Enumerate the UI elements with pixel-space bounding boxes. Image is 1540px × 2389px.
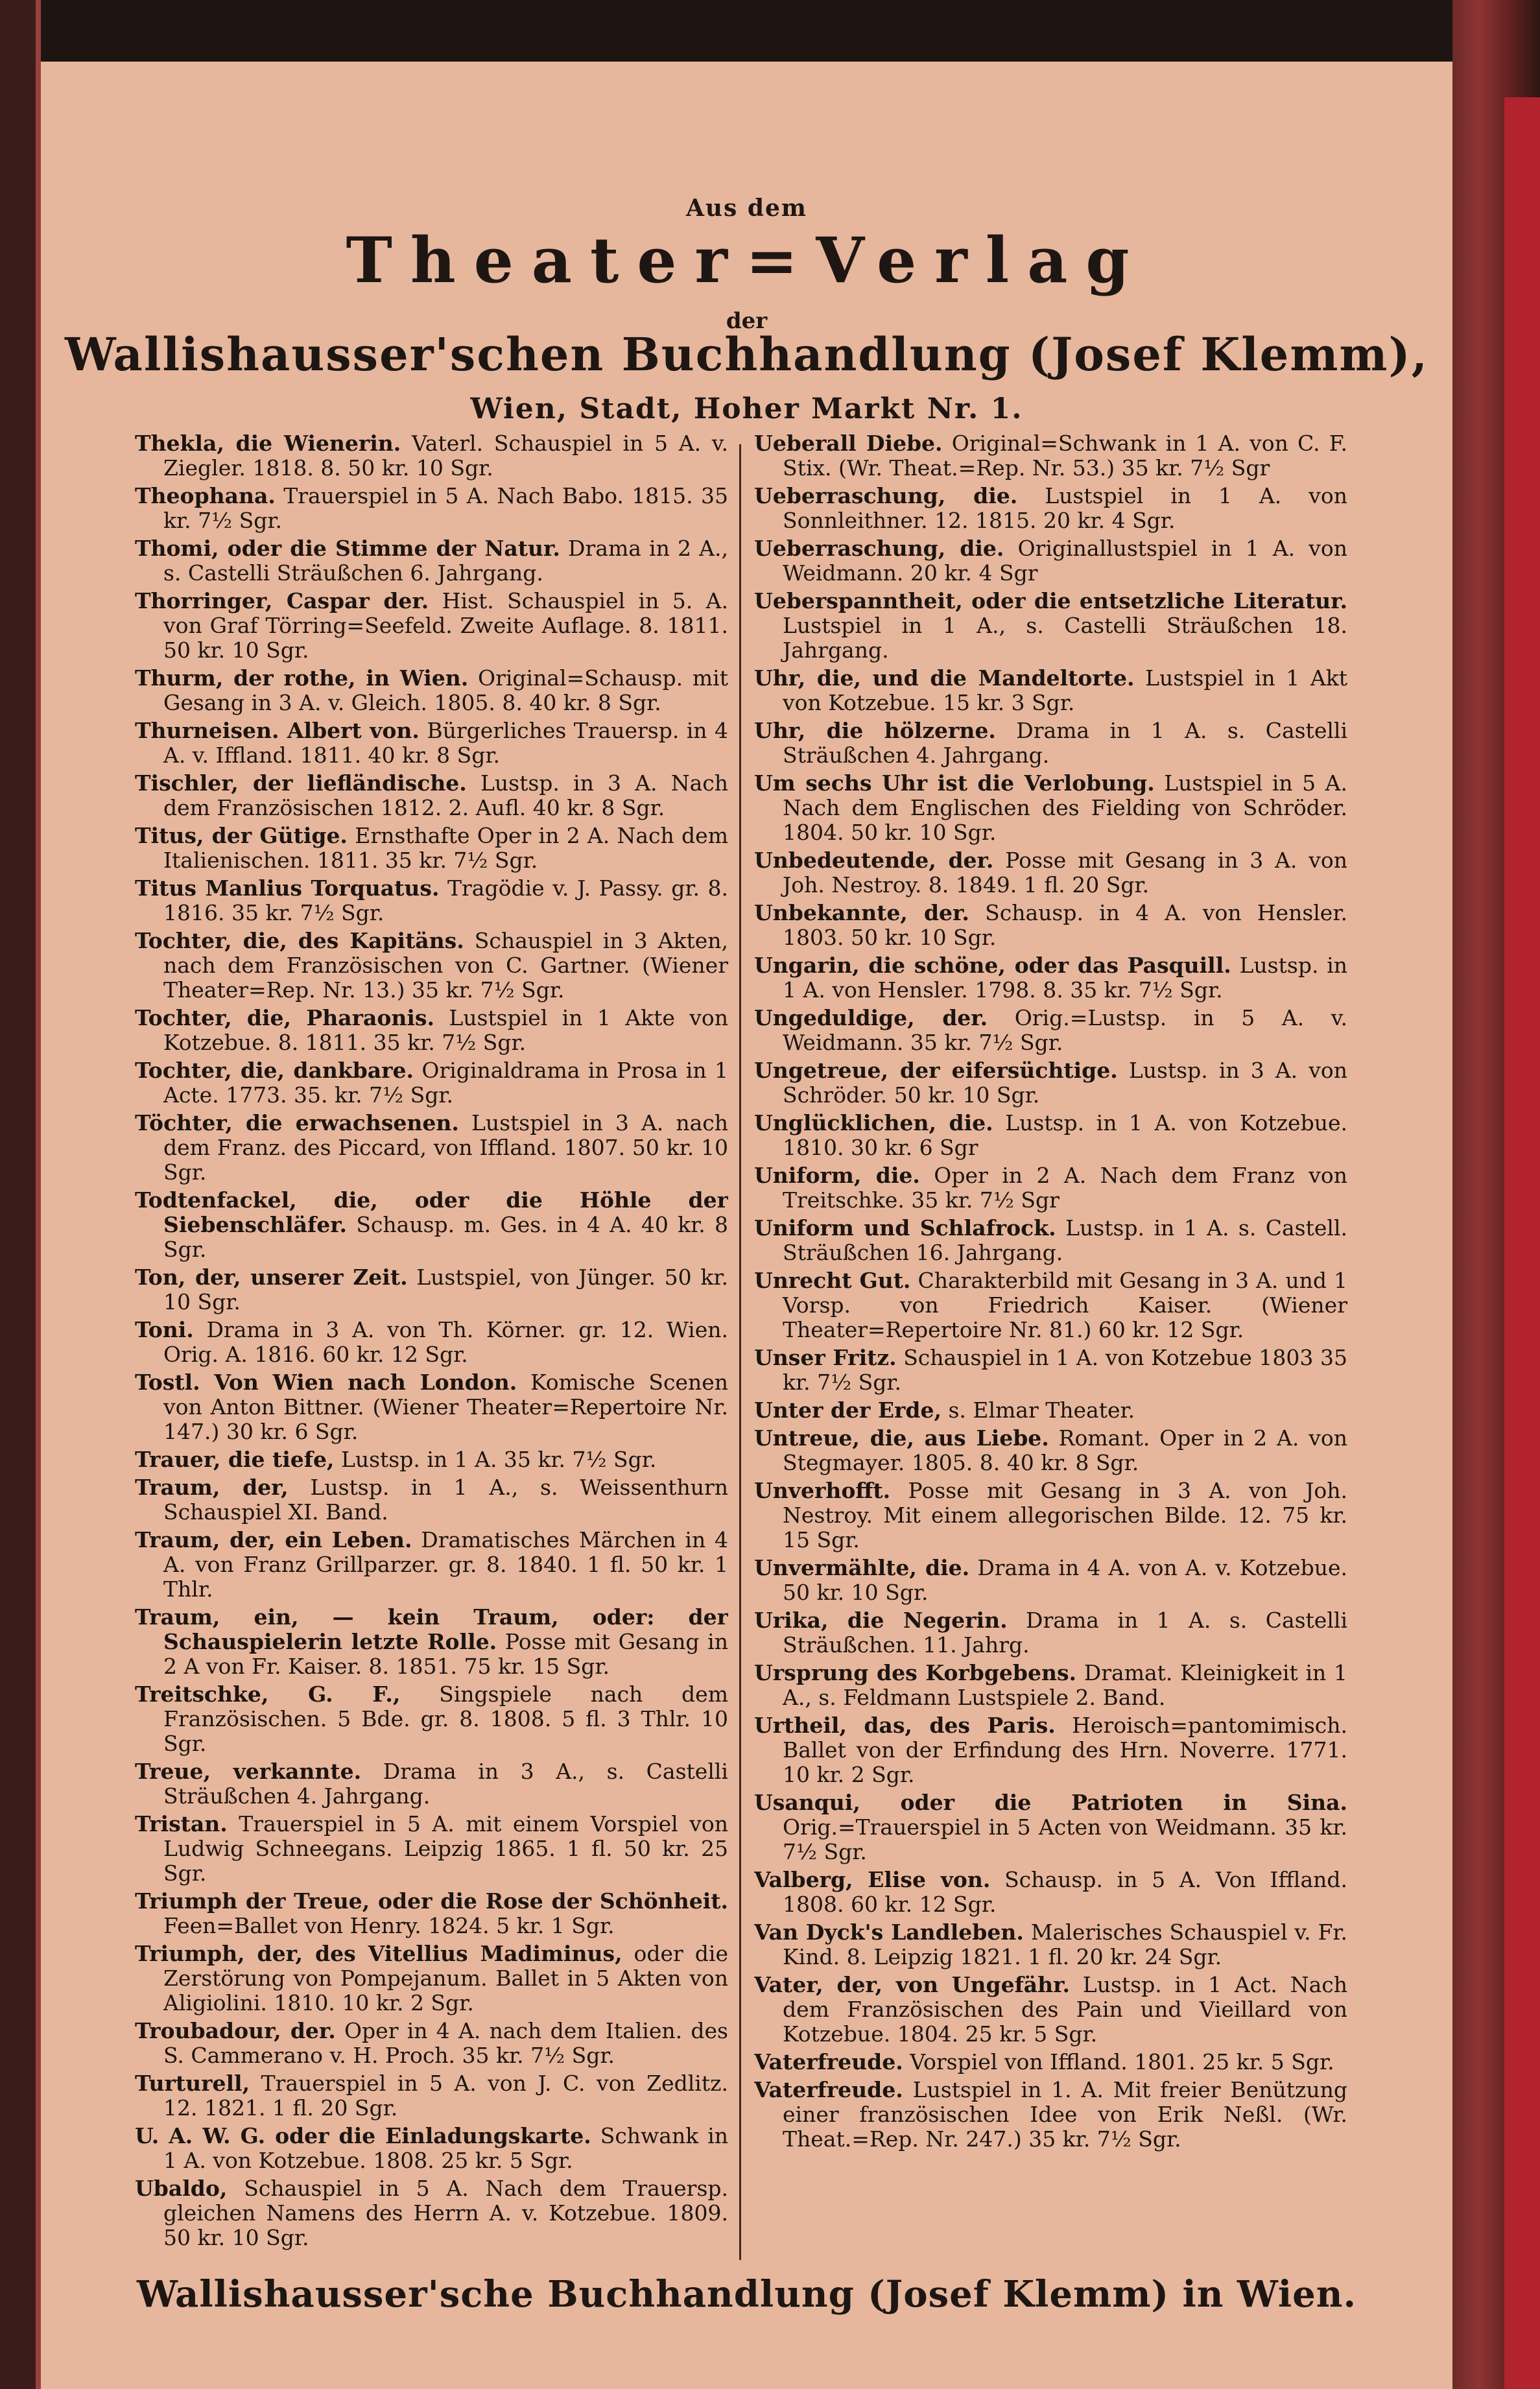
entry-title: Unrecht Gut. xyxy=(754,1268,911,1293)
entry-title: Trauer, die tiefe, xyxy=(135,1447,335,1472)
entry-title: Triumph der Treue, oder die Rose der Schönheit. xyxy=(135,1888,728,1914)
publisher-address: Wien, Stadt, Hoher Markt Nr. 1. xyxy=(470,392,1023,425)
entry-description: Lustsp. in 3 A. Nach dem Französischen 1812. 2. Aufl. 40 kr. 8 Sgr. xyxy=(163,770,728,820)
entry-description: Lustspiel in 1 Akt von Kotzebue. 15 kr. 3 Sgr. xyxy=(783,665,1347,715)
right-column xyxy=(754,431,1347,2257)
header-aus-dem: Aus dem xyxy=(685,195,808,222)
entry-title: Treitschke, G. F., xyxy=(135,1682,401,1707)
catalog-entry xyxy=(135,666,728,715)
entry-description: Hist. Schauspiel in 5. A. von Graf Törring=Seefeld. Zweite Auflage. 8. 1811. 50 kr. 10 Sgr. xyxy=(163,588,728,663)
entry-title: Unvermählte, die. xyxy=(754,1555,970,1580)
entry-description: Lustsp. in 1 Act. Nach dem Französischen des Pain und Vieillard von Kotzebue. 1804. 25 kr. 5 Sgr. xyxy=(783,1972,1347,2047)
entry-description: Vorspiel von Iffland. 1801. 25 kr. 5 Sgr. xyxy=(910,2049,1334,2074)
catalog-entry xyxy=(135,589,728,663)
entry-description: Heroisch=pantomimisch. Ballet von der Erfindung des Hrn. Noverre. 1771. 10 kr. 2 Sgr. xyxy=(783,1713,1347,1787)
entry-description: Vaterl. Schauspiel in 5 A. v. Ziegler. 1818. 8. 50 kr. 10 Sgr. xyxy=(163,431,728,481)
entry-title: Töchter, die erwachsenen. xyxy=(135,1110,459,1135)
entry-description: Lustspiel in 1. A. Mit freier Benützung einer französischen Idee von Erik Neßl. (Wr. Theat.=Rep. Nr. 247.) 35 kr. 7½ Sgr. xyxy=(783,2077,1347,2152)
catalog-entry xyxy=(754,1556,1347,1605)
entry-description: Lustsp. in 1 A. von Hensler. 1798. 8. 35 kr. 7½ Sgr. xyxy=(783,953,1347,1003)
entry-description: Drama in 3 A., s. Castelli Sträußchen 4. Jahrgang. xyxy=(163,1759,728,1809)
entry-description: Drama in 2 A., s. Castelli Sträußchen 6. Jahrgang. xyxy=(163,536,728,586)
entry-description: Dramatisches Märchen in 4 A. von Franz Grillparzer. gr. 8. 1840. 1 fl. 50 kr. 1 Thlr. xyxy=(163,1527,728,1602)
catalog-entry xyxy=(135,1370,728,1444)
catalog-entry xyxy=(754,484,1347,533)
catalog-entry xyxy=(135,929,728,1003)
entry-description: Singspiele nach dem Französischen. 5 Bde. gr. 8. 1808. 5 fl. 3 Thlr. 10 Sgr. xyxy=(163,1682,728,1756)
entry-description: Schausp. in 5 A. Von Iffland. 1808. 60 kr. 12 Sgr. xyxy=(783,1867,1347,1917)
entry-title: Vaterfreude. xyxy=(754,2077,903,2102)
entry-description: Posse mit Gesang in 2 A von Fr. Kaiser. 8. 1851. 75 kr. 15 Sgr. xyxy=(163,1629,728,1679)
catalog-entry xyxy=(135,1889,728,1938)
catalog-entry xyxy=(135,1006,728,1055)
entry-title: Thekla, die Wienerin. xyxy=(135,431,401,456)
entry-description: Bürgerliches Trauersp. in 4 A. v. Iffland. 1811. 40 kr. 8 Sgr. xyxy=(163,718,728,768)
entry-title: Tochter, die, des Kapitäns. xyxy=(135,928,464,953)
entry-title: Urika, die Negerin. xyxy=(754,1608,1008,1633)
book-spine-left xyxy=(0,0,36,2389)
entry-title: Unser Fritz. xyxy=(754,1345,897,1370)
entry-description: Feen=Ballet von Henry. 1824. 5 kr. 1 Sgr. xyxy=(163,1913,615,1938)
entry-description: Romant. Oper in 2 A. von Stegmayer. 1805. 8. 40 kr. 8 Sgr. xyxy=(783,1425,1347,1475)
entry-title: Tochter, die, Pharaonis. xyxy=(135,1005,434,1030)
catalog-entry xyxy=(754,2078,1347,2152)
entry-description: Posse mit Gesang in 3 A. von Joh. Nestroy. Mit einem allegorischen Bilde. 12. 75 kr. 15 Sgr. xyxy=(783,1478,1347,1552)
entry-description: Lustsp. in 1 A. 35 kr. 7½ Sgr. xyxy=(340,1447,657,1472)
entry-title: Thorringer, Caspar der. xyxy=(135,588,429,613)
entry-title: Treue, verkannte. xyxy=(135,1759,362,1784)
entry-title: Thomi, oder die Stimme der Natur. xyxy=(135,536,560,561)
entry-title: Thurm, der rothe, in Wien. xyxy=(135,665,469,691)
page-edge-left xyxy=(36,0,41,2389)
catalog-page xyxy=(41,62,1452,2389)
catalog-entry xyxy=(135,1318,728,1367)
catalog-entry xyxy=(754,1216,1347,1265)
entry-description: Lustspiel, von Jünger. 50 kr. 10 Sgr. xyxy=(163,1265,728,1314)
entry-description: Oper in 4 A. nach dem Italien. des S. Cammerano v. H. Proch. 35 kr. 7½ Sgr. xyxy=(163,2018,728,2068)
entry-title: Ungarin, die schöne, oder das Pasquill. xyxy=(754,953,1231,978)
entry-description: Lustspiel in 1 Akte von Kotzebue. 8. 1811. 35 kr. 7½ Sgr. xyxy=(163,1005,728,1055)
catalog-entry xyxy=(135,824,728,873)
catalog-entry xyxy=(135,1528,728,1602)
entry-title: Vater, der, von Ungefähr. xyxy=(754,1972,1070,1997)
catalog-entry xyxy=(135,1812,728,1886)
entry-description: Lustsp. in 1 A., s. Weissenthurn Schauspiel XI. Band. xyxy=(163,1475,728,1525)
entry-description: s. Elmar Theater. xyxy=(948,1397,1135,1423)
entry-title: Uhr, die, und die Mandeltorte. xyxy=(754,665,1135,691)
catalog-entry xyxy=(754,666,1347,715)
catalog-entry xyxy=(754,1868,1347,1917)
catalog-entry xyxy=(754,1973,1347,2047)
entry-title: Ueberraschung, die. xyxy=(754,483,1018,508)
entry-title: Unbedeutende, der. xyxy=(754,848,994,873)
entry-description: Orig.=Lustsp. in 5 A. v. Weidmann. 35 kr. 7½ Sgr. xyxy=(783,1005,1347,1055)
column-divider xyxy=(739,444,741,2260)
entry-title: Ueberall Diebe. xyxy=(754,431,943,456)
publisher-footer: Wallishausser'sche Buchhandlung (Josef Klemm) in Wien. xyxy=(137,2273,1356,2316)
catalog-entry xyxy=(754,953,1347,1003)
catalog-entry xyxy=(135,1682,728,1756)
catalog-entry xyxy=(754,1661,1347,1710)
catalog-entry xyxy=(135,1605,728,1679)
entry-title: Toni. xyxy=(135,1317,194,1342)
entry-description: Orig.=Trauerspiel in 5 Acten von Weidmann. 35 kr. 7½ Sgr. xyxy=(783,1814,1347,1864)
left-column xyxy=(135,431,728,2257)
entry-description: Schauspiel in 5 A. Nach dem Trauersp. gleichen Namens des Herrn A. v. Kotzebue. 1809. 50 kr. 10 Sgr. xyxy=(163,2176,728,2250)
entry-description: Charakterbild mit Gesang in 3 A. und 1 Vorsp. von Friedrich Kaiser. (Wiener Theater=Repertoire Nr. 81.) 60 kr. 12 Sgr. xyxy=(783,1268,1347,1342)
entry-description: Drama in 1 A. s. Castelli Sträußchen 4. Jahrgang. xyxy=(783,718,1347,768)
entry-title: Traum, der, xyxy=(135,1475,289,1500)
entry-title: Ueberspanntheit, oder die entsetzliche Literatur. xyxy=(754,588,1347,613)
catalog-entry xyxy=(754,1713,1347,1787)
entry-title: Valberg, Elise von. xyxy=(754,1867,991,1892)
entry-title: Um sechs Uhr ist die Verlobung. xyxy=(754,770,1155,796)
entry-title: Theophana. xyxy=(135,483,276,508)
entry-title: Titus, der Gütige. xyxy=(135,823,348,848)
catalog-entry xyxy=(754,719,1347,768)
catalog-entry xyxy=(135,771,728,820)
entry-description: Schausp. m. Ges. in 4 A. 40 kr. 8 Sgr. xyxy=(163,1212,728,1262)
entry-description: Drama in 3 A. von Th. Körner. gr. 12. Wien. Orig. A. 1816. 60 kr. 12 Sgr. xyxy=(163,1317,728,1367)
catalog-entry xyxy=(754,1006,1347,1055)
catalog-entry xyxy=(754,589,1347,663)
entry-description: Malerisches Schauspiel v. Fr. Kind. 8. Leipzig 1821. 1 fl. 20 kr. 24 Sgr. xyxy=(783,1920,1347,1969)
catalog-entry xyxy=(135,1447,728,1472)
entry-title: Usanqui, oder die Patrioten in Sina. xyxy=(754,1790,1347,1815)
entry-description: Posse mit Gesang in 3 A. von Joh. Nestroy. 8. 1849. 1 fl. 20 Sgr. xyxy=(783,848,1347,897)
entry-description: Tragödie v. J. Passy. gr. 8. 1816. 35 kr. 7½ Sgr. xyxy=(163,875,728,925)
catalog-entry xyxy=(754,1111,1347,1160)
entry-description: Lustspiel in 1 A., s. Castelli Sträußchen 18. Jahrgang. xyxy=(783,613,1347,663)
entry-description: Original=Schausp. mit Gesang in 3 A. v. Gleich. 1805. 8. 40 kr. 8 Sgr. xyxy=(163,665,728,715)
catalog-entry xyxy=(135,719,728,768)
entry-title: Van Dyck's Landleben. xyxy=(754,1920,1024,1945)
entry-description: Schauspiel in 1 A. von Kotzebue 1803 35 kr. 7½ Sgr. xyxy=(783,1345,1347,1395)
entry-title: Traum, der, ein Leben. xyxy=(135,1527,412,1552)
entry-title: Ursprung des Korbgebens. xyxy=(754,1660,1077,1685)
page-block-red-edge xyxy=(1504,97,1540,2389)
entry-description: Originaldrama in Prosa in 1 Acte. 1773. 35. kr. 7½ Sgr. xyxy=(163,1058,728,1108)
entry-title: Untreue, die, aus Liebe. xyxy=(754,1425,1049,1451)
catalog-entry xyxy=(754,1268,1347,1342)
entry-description: Trauerspiel in 5 A. mit einem Vorspiel von Ludwig Schneegans. Leipzig 1865. 1 fl. 50 kr. 25 Sgr. xyxy=(163,1811,728,1886)
entry-title: Ueberraschung, die. xyxy=(754,536,1004,561)
entry-description: Lustspiel in 1 A. von Sonnleithner. 12. 1815. 20 kr. 4 Sgr. xyxy=(783,483,1347,533)
entry-description: Dramat. Kleinigkeit in 1 A., s. Feldmann Lustspiele 2. Band. xyxy=(783,1660,1347,1710)
catalog-entry xyxy=(754,1426,1347,1475)
catalog-entry xyxy=(135,2176,728,2250)
entry-title: Uniform und Schlafrock. xyxy=(754,1215,1056,1241)
entry-title: Todtenfackel, die, oder die Höhle der Siebenschläfer. xyxy=(135,1187,728,1237)
entry-description: oder die Zerstörung von Pompejanum. Ballet in 5 Akten von Aligiolini. 1810. 10 kr. 2 Sgr. xyxy=(163,1941,728,2015)
catalog-entry xyxy=(135,1942,728,2015)
entry-title: Troubadour, der. xyxy=(135,2018,336,2043)
catalog-entry xyxy=(754,2050,1347,2074)
entry-title: Ungetreue, der eifersüchtige. xyxy=(754,1058,1118,1083)
entry-title: Ton, der, unserer Zeit. xyxy=(135,1265,408,1290)
catalog-entry xyxy=(754,848,1347,897)
entry-description: Komische Scenen von Anton Bittner. (Wiener Theater=Repertoire Nr. 147.) 30 kr. 6 Sgr. xyxy=(163,1370,728,1444)
catalog-entry xyxy=(135,1188,728,1262)
entry-title: Ubaldo, xyxy=(135,2176,228,2201)
catalog-entry xyxy=(135,2071,728,2121)
entry-title: Unglücklichen, die. xyxy=(754,1110,993,1135)
entry-description: Original=Schwank in 1 A. von C. F. Stix. (Wr. Theat.=Rep. Nr. 53.) 35 kr. 7½ Sgr xyxy=(783,431,1347,481)
entry-title: Unbekannte, der. xyxy=(754,900,969,925)
entry-description: Ernsthafte Oper in 2 A. Nach dem Italienischen. 1811. 35 kr. 7½ Sgr. xyxy=(163,823,728,873)
catalog-entry xyxy=(754,1163,1347,1213)
entry-title: Ungeduldige, der. xyxy=(754,1005,988,1030)
entry-title: Tochter, die, dankbare. xyxy=(135,1058,414,1083)
entry-description: Oper in 2 A. Nach dem Franz von Treitschke. 35 kr. 7½ Sgr xyxy=(783,1163,1347,1213)
entry-description: Schwank in 1 A. von Kotzebue. 1808. 25 kr. 5 Sgr. xyxy=(163,2123,728,2173)
entry-title: Tischler, der liefländische. xyxy=(135,770,467,796)
entry-title: U. A. W. G. oder die Einladungskarte. xyxy=(135,2123,591,2148)
catalog-entry xyxy=(754,1479,1347,1552)
entry-title: Tristan. xyxy=(135,1811,228,1836)
entry-title: Unverhofft. xyxy=(754,1478,891,1503)
catalog-entry xyxy=(135,431,728,481)
entry-description: Lustsp. in 1 A. s. Castell. Sträußchen 16. Jahrgang. xyxy=(783,1215,1347,1265)
entry-description: Drama in 1 A. s. Castelli Sträußchen. 11. Jahrg. xyxy=(783,1608,1347,1658)
catalog-entry xyxy=(754,1608,1347,1658)
catalog-entry xyxy=(135,1475,728,1525)
catalog-entry xyxy=(135,2124,728,2173)
entry-title: Uniform, die. xyxy=(754,1163,920,1188)
catalog-entry xyxy=(135,2019,728,2068)
entry-title: Unter der Erde, xyxy=(754,1397,942,1423)
entry-title: Tostl. Von Wien nach London. xyxy=(135,1370,517,1395)
entry-title: Turturell, xyxy=(135,2071,250,2096)
catalog-entry xyxy=(135,1111,728,1185)
catalog-entry xyxy=(135,1058,728,1108)
catalog-entry xyxy=(754,1346,1347,1395)
entry-title: Traum, ein, — kein Traum, oder: der Schauspielerin letzte Rolle. xyxy=(135,1604,728,1654)
entry-title: Uhr, die hölzerne. xyxy=(754,718,996,743)
entry-title: Vaterfreude. xyxy=(754,2049,903,2074)
entry-title: Urtheil, das, des Paris. xyxy=(754,1713,1056,1738)
entry-description: Schauspiel in 3 Akten, nach dem Französischen von C. Gartner. (Wiener Theater=Rep. Nr. 13.) 35 kr. 7½ Sgr. xyxy=(163,928,728,1003)
catalog-entry xyxy=(135,484,728,533)
catalog-entry xyxy=(754,1398,1347,1423)
catalog-entry xyxy=(135,1759,728,1809)
catalog-entry xyxy=(754,1058,1347,1108)
entry-title: Titus Manlius Torquatus. xyxy=(135,875,440,901)
entry-description: Lustspiel in 3 A. nach dem Franz. des Piccard, von Iffland. 1807. 50 kr. 10 Sgr. xyxy=(163,1110,728,1185)
entry-description: Trauerspiel in 5 A. Nach Babo. 1815. 35 kr. 7½ Sgr. xyxy=(163,483,728,533)
entry-description: Trauerspiel in 5 A. von J. C. von Zedlitz. 12. 1821. 1 fl. 20 Sgr. xyxy=(163,2071,728,2121)
publisher-name: Wallishausser'schen Buchhandlung (Josef Klemm), xyxy=(65,327,1428,381)
entry-title: Triumph, der, des Vitellius Madiminus, xyxy=(135,1941,622,1966)
entry-description: Lustsp. in 3 A. von Schröder. 50 kr. 10 Sgr. xyxy=(783,1058,1347,1108)
catalog-entry xyxy=(135,876,728,925)
page-title: Theater=Verlag xyxy=(346,224,1148,297)
entry-description: Schausp. in 4 A. von Hensler. 1803. 50 kr. 10 Sgr. xyxy=(783,900,1347,950)
entry-description: Originallustspiel in 1 A. von Weidmann. 20 kr. 4 Sgr xyxy=(783,536,1347,586)
entry-title: Thurneisen. Albert von. xyxy=(135,718,420,743)
entry-description: Lustspiel in 5 A. Nach dem Englischen des Fielding von Schröder. 1804. 50 kr. 10 Sgr. xyxy=(783,770,1347,845)
entry-description: Drama in 4 A. von A. v. Kotzebue. 50 kr. 10 Sgr. xyxy=(783,1555,1347,1605)
catalog-entry xyxy=(754,431,1347,481)
catalog-entry xyxy=(754,1920,1347,1969)
catalog-entry xyxy=(754,771,1347,845)
catalog-entry xyxy=(135,1265,728,1314)
catalog-entry xyxy=(135,536,728,586)
catalog-entry xyxy=(754,536,1347,586)
catalog-entry xyxy=(754,901,1347,950)
entry-description: Lustsp. in 1 A. von Kotzebue. 1810. 30 kr. 6 Sgr xyxy=(783,1110,1347,1160)
catalog-entry xyxy=(754,1790,1347,1864)
header-der: der xyxy=(726,308,768,334)
